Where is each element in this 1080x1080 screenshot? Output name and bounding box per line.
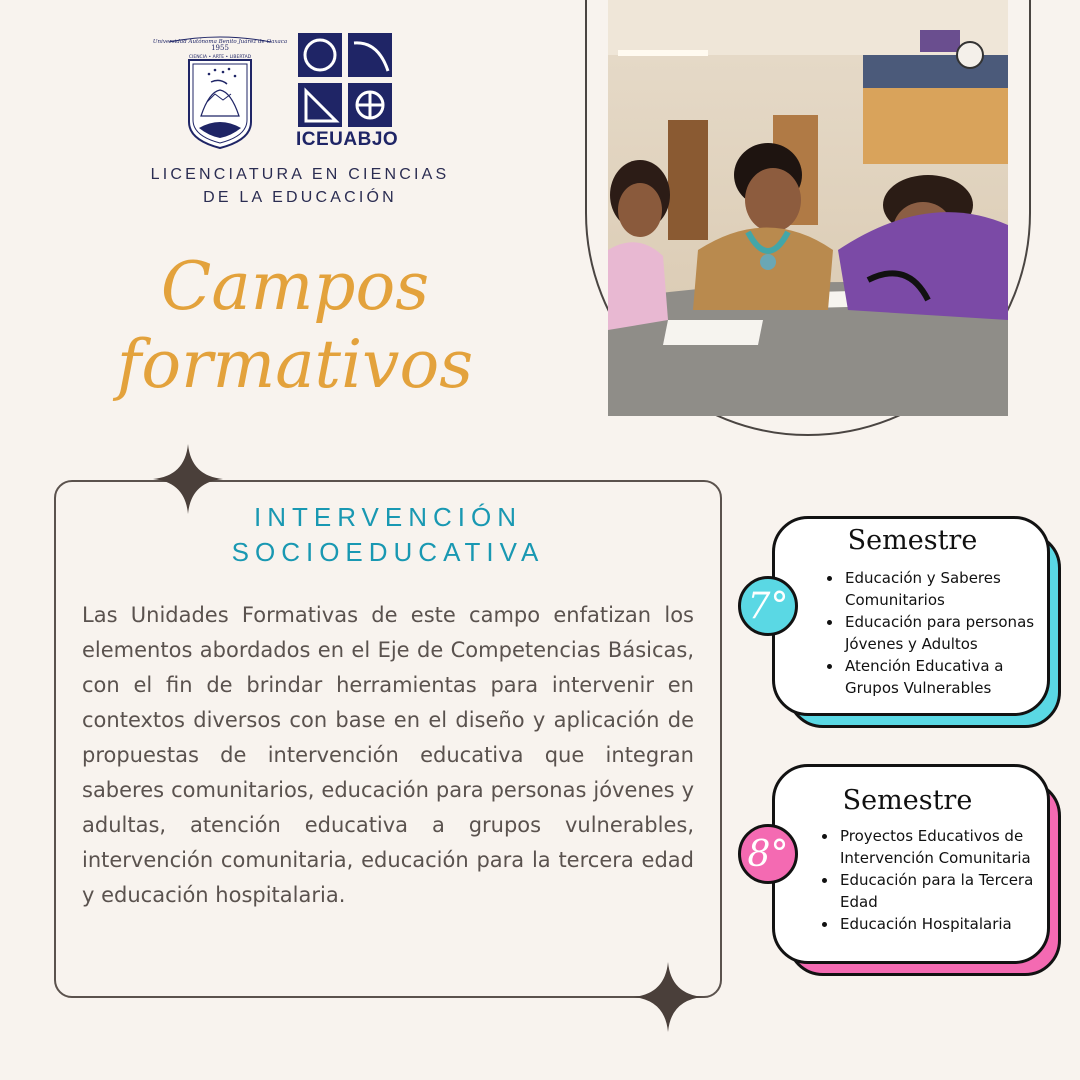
course-item: • Educación Hospitalaria bbox=[838, 913, 1060, 935]
title-line-2: formativos bbox=[116, 326, 474, 403]
course-item: • Atención Educativa a Grupos Vulnerables bbox=[843, 655, 1059, 699]
card-heading-line-2: SOCIOEDUCATIVA bbox=[231, 537, 545, 567]
crest-motto: CIENCIA • ARTE • LIBERTAD bbox=[188, 55, 252, 60]
semester-7-title: Semestre bbox=[847, 525, 978, 556]
semester-8-course-list bbox=[818, 825, 1060, 935]
semester-8-title: Semestre bbox=[842, 785, 973, 816]
uabjo-crest-logo bbox=[152, 32, 288, 152]
course-item: • Educación y Saberes Comunitarios bbox=[843, 567, 1059, 611]
crest-year: 1955 bbox=[211, 44, 229, 52]
degree-name bbox=[110, 163, 490, 209]
iceuabjo-logo bbox=[296, 33, 399, 153]
semester-7-badge: 7° bbox=[738, 576, 798, 636]
logo-tile-circle bbox=[298, 33, 342, 77]
title-line-1: Campos bbox=[160, 248, 430, 325]
course-item: • Educación para personas Jóvenes y Adultos bbox=[843, 611, 1059, 655]
course-item: • Educación para la Tercera Edad bbox=[838, 869, 1060, 913]
semester-7-card bbox=[772, 516, 1050, 716]
logo-tile-arc bbox=[348, 33, 392, 77]
page-title bbox=[60, 248, 530, 404]
semester-8-card bbox=[772, 764, 1050, 964]
sparkle-star-icon bbox=[633, 962, 703, 1032]
course-item: • Proyectos Educativos de Intervención Comunitaria bbox=[838, 825, 1060, 869]
degree-line-1: LICENCIATURA EN CIENCIAS bbox=[150, 166, 450, 183]
crest-name-text: Universidad Autónoma Benito Juárez de Oaxaca bbox=[152, 39, 288, 45]
logo-tile-globe bbox=[348, 83, 392, 127]
logo-tile-triangle bbox=[298, 83, 342, 127]
classroom-photo bbox=[608, 0, 1008, 416]
iceuabjo-label: ICEUABJO bbox=[296, 129, 399, 150]
sparkle-star-icon bbox=[153, 444, 223, 514]
card-heading-line-1: INTERVENCIÓN bbox=[254, 502, 522, 532]
semester-7-course-list bbox=[823, 567, 1059, 699]
card-body-text: Las Unidades Formativas de este campo enfatizan los elementos abordados en el Eje de Competencias Básicas, con el fin de brindar herramientas para intervenir en contextos diversos con base en el diseño y aplicación de propuestas de intervención educativa que integran saberes comunitarios, educación para personas jóvenes y adultas, atención educativa a grupos vulnerables, intervención comunitaria, educación para la tercera edad y educación hospitalaria. bbox=[82, 603, 694, 907]
semester-8-badge: 8° bbox=[738, 824, 798, 884]
degree-line-2: DE LA EDUCACIÓN bbox=[203, 189, 397, 206]
